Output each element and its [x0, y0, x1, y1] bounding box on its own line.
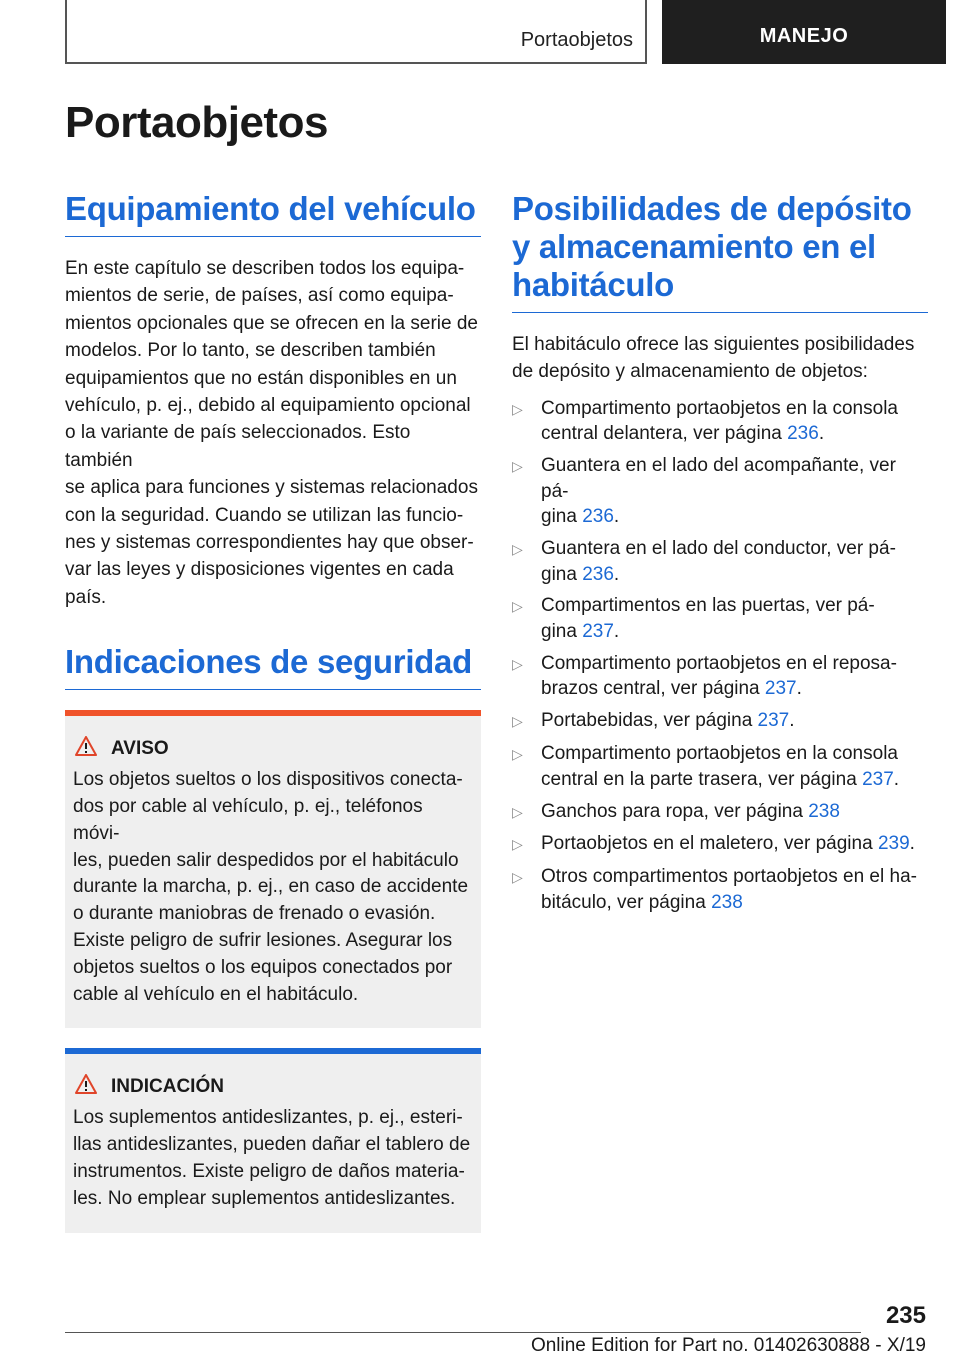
bullet-triangle-icon: ▷: [512, 803, 523, 820]
intro-paragraph: En este capítulo se describen todos los equipa- mientos de serie, de países, así como equipa- mientos opcionales que se ofrecen en la serie de modelos. Por lo tanto, se describen también equipamientos que no están disponibles en un vehículo, p. ej., debido al equipamiento opcional o la variante de país seleccionados. Esto también se aplica para funciones y sistemas relacionados con la seguridad. Cuando se utilizan las funcio- nes y sistemas correspondientes hay que obser- var las leyes y disposiciones vigentes en cada país.: [65, 258, 478, 608]
note-text: Los suplementos antideslizantes, p. ej., esteri- llas antideslizantes, pueden dañar el tablero de instrumentos. Existe peligro de daños materia- les. No emplear suplementos antideslizantes.: [73, 1107, 471, 1209]
page-link[interactable]: 237: [582, 620, 614, 642]
list-item: ▷ Compartimento portaobjetos en la consola central en la parte trasera, ver página 237.: [512, 741, 928, 792]
footer-divider: [65, 1332, 861, 1333]
header-section-title: Portaobjetos: [520, 29, 633, 51]
note-box: [65, 1048, 481, 1232]
bullet-triangle-icon: ▷: [512, 400, 523, 417]
bullet-triangle-icon: ▷: [512, 869, 523, 886]
bullet-triangle-icon: ▷: [512, 458, 523, 475]
heading-vehicle-equipment: Equipamiento del vehículo: [65, 190, 481, 237]
page-link[interactable]: 238: [808, 800, 840, 822]
list-item: ▷ Ganchos para ropa, ver página 238: [512, 799, 928, 826]
bullet-triangle-icon: ▷: [512, 713, 523, 730]
bullet-triangle-icon: ▷: [512, 541, 523, 558]
page-link[interactable]: 238: [711, 891, 743, 913]
bullet-triangle-icon: ▷: [512, 836, 523, 853]
page-link[interactable]: 237: [764, 678, 797, 700]
storage-intro: El habitáculo ofrece las siguientes posibilidades de depósito y almacenamiento de objetos:: [512, 334, 915, 383]
warning-title: AVISO: [111, 737, 169, 759]
list-item: ▷ Portaobjetos en el maletero, ver página 239.: [512, 831, 928, 858]
list-item: ▷ Guantera en el lado del acompañante, ver pá- gina 236.: [512, 453, 928, 530]
header-chapter-tab[interactable]: MANEJO: [662, 0, 946, 64]
list-item: ▷ Portabebidas, ver página 237.: [512, 708, 928, 735]
bullet-triangle-icon: ▷: [512, 598, 523, 615]
heading-storage: Posibilidades de depósito y almacenamiento en el habitáculo: [512, 190, 928, 313]
list-item: ▷ Compartimento portaobjetos en el reposa- brazos central, ver página 237.: [512, 651, 928, 702]
page-number: 235: [885, 1302, 926, 1329]
page-link[interactable]: 236: [582, 506, 614, 528]
list-item: ▷ Guantera en el lado del conductor, ver pá- gina 236.: [512, 536, 928, 587]
page-link[interactable]: 239: [877, 833, 910, 855]
heading-safety: Indicaciones de seguridad: [65, 643, 481, 690]
note-header: [75, 1074, 473, 1099]
warning-triangle-icon: [75, 736, 97, 761]
note-title: INDICACIÓN: [111, 1075, 224, 1097]
bullet-triangle-icon: ▷: [512, 746, 523, 763]
list-item: ▷ Compartimentos en las puertas, ver pá- gina 237.: [512, 593, 928, 644]
page-link[interactable]: 236: [787, 423, 819, 445]
page-title: Portaobjetos: [65, 98, 328, 147]
warning-box: [65, 710, 481, 1028]
bullet-triangle-icon: ▷: [512, 655, 523, 672]
right-column: [512, 190, 928, 922]
caution-triangle-icon: [75, 1074, 97, 1099]
storage-list: [512, 396, 928, 916]
list-item: ▷ Compartimento portaobjetos en la consola central delantera, ver página 236.: [512, 396, 928, 447]
warning-text: Los objetos sueltos o los dispositivos conecta- dos por cable al vehículo, p. ej., teléfonos móvi- les, pueden salir despedidos por el habitáculo durante la marcha, p. ej., en caso de accidente o durante maniobras de frenado o evasión. Existe peligro de sufrir lesiones. Asegurar los objetos sueltos o los equipos conectados por cable al vehículo en el habitáculo.: [73, 769, 469, 1005]
page-link[interactable]: 237: [862, 768, 894, 790]
header-box: [65, 0, 647, 64]
warning-header: [75, 736, 473, 761]
list-item: ▷ Otros compartimentos portaobjetos en el ha- bitáculo, ver página 238: [512, 864, 928, 915]
footer-edition: Online Edition for Part no. 01402630888 - X/19: [530, 1335, 926, 1356]
page-link[interactable]: 237: [757, 710, 790, 732]
left-column: [65, 190, 481, 1233]
page-link[interactable]: 236: [582, 563, 614, 585]
